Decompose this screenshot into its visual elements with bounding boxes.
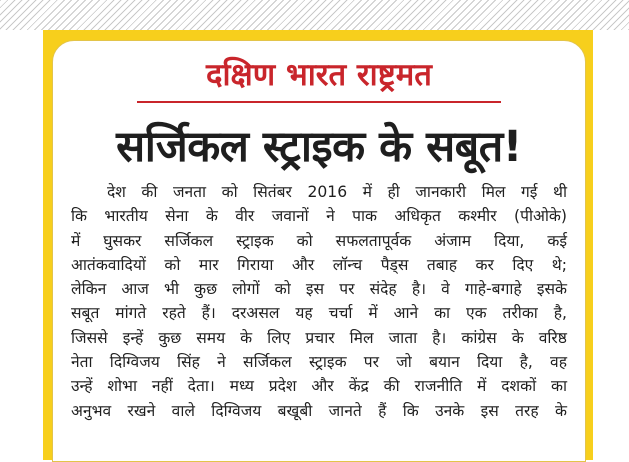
masthead-underline [137, 101, 501, 103]
article-body [71, 180, 567, 423]
article-body-line: जिससे इन्हें कुछ समय के लिए प्रचार मिल जाता है। कांग्रेस के वरिष्ठ [71, 328, 567, 347]
article-headline: सर्जिकल स्ट्राइक के सबूत! [116, 122, 522, 172]
article-body-line: लेकिन आज भी कुछ लोगों को इस पर संदेह है। वे गाहे-बगाहे इसके [71, 280, 567, 299]
hatched-page-background [0, 0, 629, 30]
article-body-line: अनुभव रखने वाले दिग्विजय बखूबी जानते हैं कि उनके इस तरह के [71, 401, 567, 420]
article-body-line: आतंकवादियों को मार गिराया और लॉन्च पैड्स तबाह कर दिए थे; [71, 255, 567, 274]
article-body-line: सबूत मांगते रहते हैं। दरअसल यह चर्चा में आने का एक तरीका है, [71, 304, 567, 323]
article-body-line: देश की जनता को सितंबर 2016 में ही जानकारी मिल गई थी [107, 183, 567, 201]
newspaper-masthead: दक्षिण भारत राष्ट्रमत [206, 57, 432, 93]
article-body-line: नेता दिग्विजय सिंह ने सर्जिकल स्ट्राइक पर जो बयान दिया है, वह [71, 353, 567, 372]
article-body-line: उन्हें शोभा नहीं देता। मध्य प्रदेश और केंद्र की राजनीति में दशकों का [71, 377, 567, 396]
article-body-line: कि भारतीय सेना के वीर जवानों ने पाक अधिकृत कश्मीर (पीओके) [71, 207, 567, 226]
article-body-line: में घुसकर सर्जिकल स्ट्राइक को सफलतापूर्वक अंजाम दिया, कई [71, 231, 567, 250]
editorial-article [52, 40, 586, 462]
